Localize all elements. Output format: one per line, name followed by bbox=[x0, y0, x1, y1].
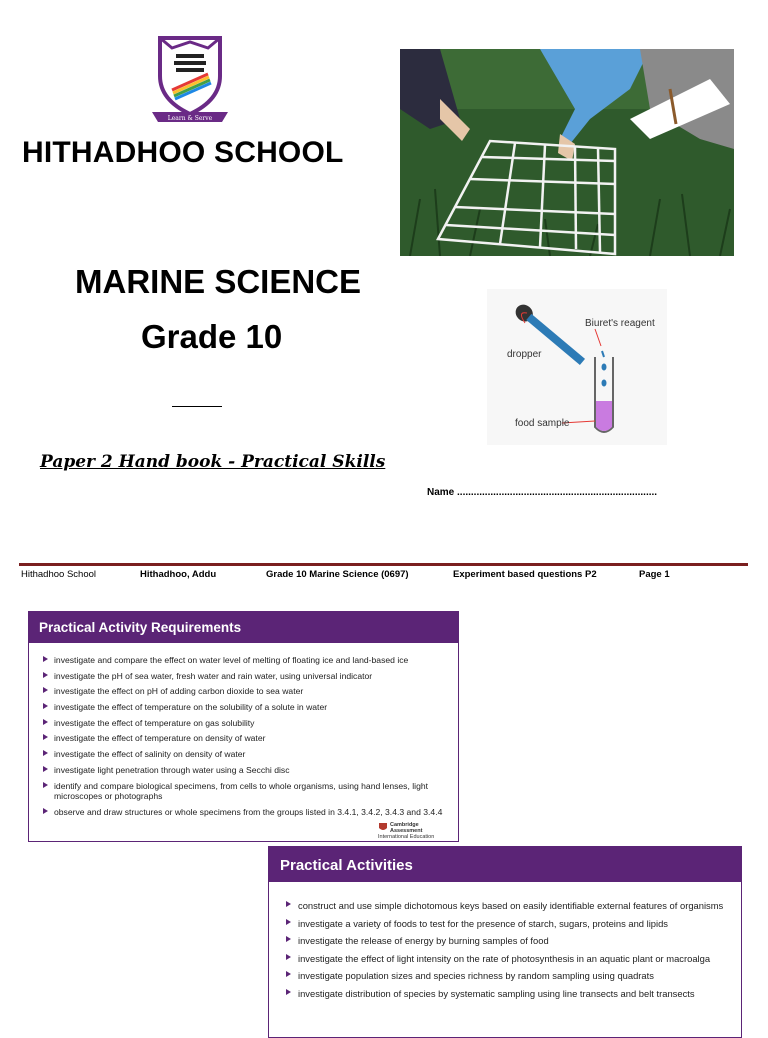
subject-title: MARINE SCIENCE bbox=[75, 263, 362, 300]
list-item: investigate distribution of species by systematic sampling using line transects and belt transects bbox=[286, 988, 731, 999]
list-item: observe and draw structures or whole specimens from the groups listed in 3.4.1, 3.4.2, 3.4.3 and 3.4.4 bbox=[43, 807, 448, 818]
list-item: investigate the effect of salinity on density of water bbox=[43, 749, 448, 760]
quadrat-sampling-illustration bbox=[400, 49, 734, 256]
bullet-icon bbox=[43, 719, 48, 725]
requirements-title: Practical Activity Requirements bbox=[29, 612, 458, 643]
bullet-icon bbox=[43, 750, 48, 756]
activities-list bbox=[269, 882, 741, 999]
name-field: Name ........................................................................ bbox=[427, 487, 658, 498]
bullet-icon bbox=[43, 703, 48, 709]
list-item: investigate the effect of temperature on density of water bbox=[43, 733, 448, 744]
list-item: identify and compare biological specimens, from cells to whole organisms, using hand lenses, light microscopes or photographs bbox=[43, 781, 448, 802]
list-item: construct and use simple dichotomous keys based on easily identifiable external features of organisms bbox=[286, 900, 731, 911]
footer-section: Experiment based questions P2 bbox=[453, 569, 597, 580]
requirements-panel bbox=[28, 611, 459, 842]
cambridge-shield-icon bbox=[378, 822, 388, 832]
cambridge-logo: Cambridge Assessment International Education bbox=[378, 822, 435, 840]
short-divider bbox=[172, 406, 222, 407]
list-item: investigate a variety of foods to test for the presence of starch, sugars, proteins and lipids bbox=[286, 918, 731, 929]
list-item: investigate the pH of sea water, fresh water and rain water, using universal indicator bbox=[43, 671, 448, 682]
bullet-icon bbox=[286, 936, 291, 942]
bullet-icon bbox=[43, 766, 48, 772]
footer-page: Page 1 bbox=[639, 569, 670, 580]
school-crest-logo bbox=[146, 34, 234, 126]
bullet-icon bbox=[43, 672, 48, 678]
footer-location: Hithadhoo, Addu bbox=[140, 569, 217, 580]
activities-panel bbox=[268, 846, 742, 1038]
dropper-label: dropper bbox=[507, 349, 542, 360]
grade-title: Grade 10 bbox=[141, 318, 283, 355]
crest-motto: Learn & Serve bbox=[167, 115, 213, 122]
bullet-icon bbox=[43, 687, 48, 693]
bullet-icon bbox=[43, 782, 48, 788]
list-item: investigate the effect on pH of adding carbon dioxide to sea water bbox=[43, 686, 448, 697]
bullet-icon bbox=[286, 901, 291, 907]
footer-school: Hithadhoo School bbox=[21, 569, 96, 580]
reagent-label: Biuret's reagent bbox=[585, 318, 655, 329]
list-item: investigate light penetration through water using a Secchi disc bbox=[43, 765, 448, 776]
list-item: investigate population sizes and species richness by random sampling using quadrats bbox=[286, 970, 731, 981]
bullet-icon bbox=[286, 954, 291, 960]
list-item: investigate the release of energy by burning samples of food bbox=[286, 935, 731, 946]
biuret-test-diagram bbox=[487, 289, 667, 445]
bullet-icon bbox=[43, 734, 48, 740]
handbook-title: Paper 2 Hand book - Practical Skills bbox=[40, 452, 386, 472]
list-item: investigate and compare the effect on water level of melting of floating ice and land-based ice bbox=[43, 655, 448, 666]
activities-title: Practical Activities bbox=[269, 847, 741, 882]
list-item: investigate the effect of light intensity on the rate of photosynthesis in an aquatic plant or macroalga bbox=[286, 953, 731, 964]
bullet-icon bbox=[43, 656, 48, 662]
food-sample-label: food sample bbox=[515, 418, 570, 429]
requirements-list bbox=[29, 643, 458, 817]
list-item: investigate the effect of temperature on gas solubility bbox=[43, 718, 448, 729]
school-name: HITHADHOO SCHOOL bbox=[22, 136, 344, 169]
list-item: investigate the effect of temperature on the solubility of a solute in water bbox=[43, 702, 448, 713]
bullet-icon bbox=[286, 971, 291, 977]
bullet-icon bbox=[286, 989, 291, 995]
footer-divider bbox=[19, 563, 748, 566]
bullet-icon bbox=[286, 919, 291, 925]
bullet-icon bbox=[43, 808, 48, 814]
footer-course: Grade 10 Marine Science (0697) bbox=[266, 569, 409, 580]
